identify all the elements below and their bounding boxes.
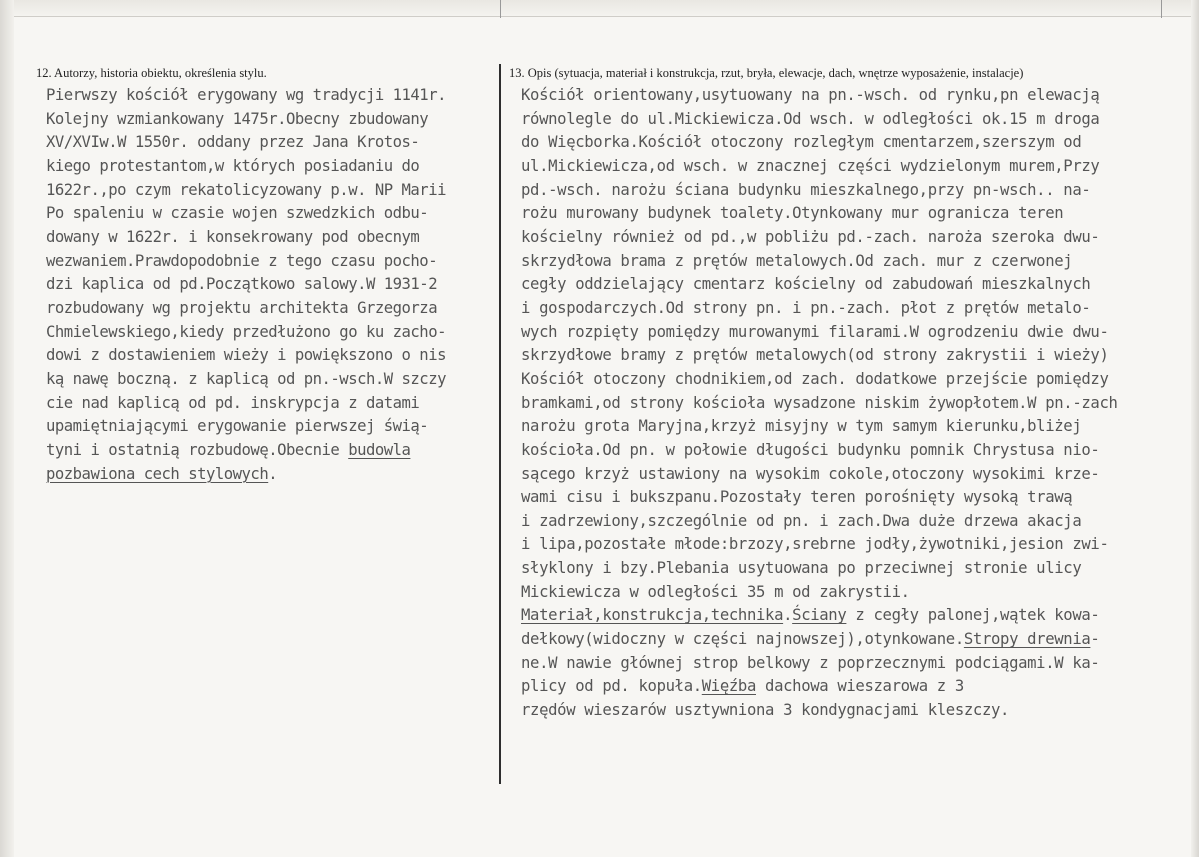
text-segment: i lipa,pozostałe młode:brzozy,srebrne jodły,żywotniki,jesion zwi- [521, 535, 1109, 554]
underlined-phrase: Materiał,konstrukcja,technika [521, 606, 784, 625]
section-12-heading: 12. Autorzy, historia obiektu, określenia stylu. [36, 66, 267, 80]
underlined-phrase: Więźba [701, 677, 756, 696]
text-segment: i gospodarczych.Od strony pn. i pn.-zach. płot z prętów metalo- [521, 298, 1091, 317]
text-line [521, 179, 1193, 203]
text-line [521, 699, 1193, 723]
text-line [521, 368, 1193, 392]
text-line [521, 131, 1193, 155]
text-line [521, 297, 1193, 321]
text-segment: dowi z dostawieniem wieży i powiększono o nis [46, 346, 446, 365]
text-line [521, 463, 1193, 487]
text-segment: ne.W nawie głównej strop belkowy z poprzecznymi podciągami.W ka- [521, 653, 1100, 672]
text-line [46, 273, 501, 297]
text-line [46, 250, 501, 274]
text-segment: - [1090, 630, 1100, 649]
text-line [521, 652, 1193, 676]
text-segment: i zadrzewiony,szczególnie od pn. i zach.Dwa duże drzewa akacja [521, 511, 1082, 530]
text-line [521, 250, 1193, 274]
text-line [46, 344, 501, 368]
text-line [521, 202, 1193, 226]
text-segment: rożu murowany budynek toalety.Otynkowany mur ogranicza teren [521, 204, 1064, 223]
section-13-heading: 13. Opis (sytuacja, materiał i konstrukcja, rzut, bryła, elewacje, dach, wnętrze wyposażenie, instalacje) [509, 66, 1024, 80]
text-segment: z cegły palonej,wątek kowa- [846, 606, 1100, 625]
text-line [521, 486, 1193, 510]
text-segment: równolegle do ul.Mickiewicza.Od wsch. w odległości ok.15 m droga [521, 109, 1100, 128]
text-line [521, 226, 1193, 250]
text-segment: Po spaleniu w czasie wojen szwedzkich odbu- [46, 204, 429, 223]
text-line [521, 510, 1193, 534]
scan-top-edge [0, 0, 1199, 17]
text-line [521, 628, 1193, 652]
text-line [521, 533, 1193, 557]
text-line [46, 108, 501, 132]
text-segment: Kolejny wzmiankowany 1475r.Obecny zbudowany [46, 109, 429, 128]
text-line [46, 179, 501, 203]
text-segment: pd.-wsch. narożu ściana budynku mieszkalnego,przy pn-wsch.. na- [521, 180, 1091, 199]
text-line [46, 297, 501, 321]
text-segment: Chmielewskiego,kiedy przedłużono go ku zacho- [46, 322, 446, 341]
text-segment: narożu grota Maryjna,krzyż misyjny w tym samym kierunku,bliżej [521, 417, 1082, 436]
scan-left-edge [0, 0, 14, 857]
text-line [46, 155, 501, 179]
text-line [521, 439, 1193, 463]
text-segment: . [268, 464, 278, 483]
text-segment: dzi kaplica od pd.Początkowo salowy.W 1931-2 [46, 275, 438, 294]
text-segment: Kościół orientowany,usytuowany na pn.-wsch. od rynku,pn elewacją [521, 86, 1100, 104]
section-13-text [521, 84, 1193, 723]
text-segment: wami cisu i bukszpanu.Pozostały teren porośnięty wysoką trawą [521, 488, 1073, 507]
text-segment: Mickiewicza w odległości 35 m od zakrystii. [521, 582, 910, 601]
text-line [46, 131, 501, 155]
text-segment: wezwaniem.Prawdopodobnie z tego czasu pocho- [46, 251, 438, 270]
text-line [521, 273, 1193, 297]
text-segment: kiego protestantom,w których posiadaniu do [46, 156, 420, 175]
text-line [521, 604, 1193, 628]
text-line [46, 84, 501, 108]
text-line [521, 581, 1193, 605]
text-segment: Pierwszy kościół erygowany wg tradycji 1141r. [46, 86, 446, 104]
text-line [46, 202, 501, 226]
underlined-phrase: pozbawiona cech stylowych [46, 464, 269, 483]
underlined-phrase: Ściany [792, 606, 847, 625]
text-line [46, 392, 501, 416]
text-line [46, 368, 501, 392]
text-segment: rozbudowany wg projektu architekta Grzegorza [46, 298, 438, 317]
text-segment: tyni i ostatnią rozbudowę.Obecnie [46, 440, 349, 459]
fold-mark [1161, 0, 1162, 18]
underlined-phrase: budowla [348, 440, 411, 459]
text-segment: sącego krzyż ustawiony na wysokim cokole,otoczony wysokimi krze- [521, 464, 1100, 483]
text-line [521, 415, 1193, 439]
text-segment: dowany w 1622r. i konsekrowany pod obecnym [46, 227, 420, 246]
text-line [46, 439, 501, 463]
text-segment: kościelny również od pd.,w pobliżu pd.-zach. naroża szeroka dwu- [521, 227, 1100, 246]
text-segment: XV/XVIw.W 1550r. oddany przez Jana Krotos- [46, 133, 420, 152]
text-segment: skrzydłowe bramy z prętów metalowych(od strony zakrystii i wieży) [521, 346, 1109, 365]
text-line [46, 321, 501, 345]
underlined-phrase: Stropy drewnia [963, 630, 1091, 649]
text-line [521, 557, 1193, 581]
text-segment: dełkowy(widoczny w części najnowszej),otynkowane. [521, 630, 964, 649]
text-segment: kościoła.Od pn. w połowie długości budynku pomnik Chrystusa nio- [521, 440, 1100, 459]
text-line [521, 321, 1193, 345]
text-line [521, 155, 1193, 179]
text-segment: bramkami,od strony kościoła wysadzone niskim żywopłotem.W pn.-zach [521, 393, 1118, 412]
text-line [521, 344, 1193, 368]
text-segment: cegły oddzielający cmentarz kościelny od zabudowań mieszkalnych [521, 275, 1091, 294]
section-12-text [46, 84, 501, 486]
text-line [46, 415, 501, 439]
text-line [521, 108, 1193, 132]
text-segment: rzędów wieszarów usztywniona 3 kondygnacjami kleszczy. [521, 701, 1010, 720]
text-segment: skrzydłowa brama z prętów metalowych.Od zach. mur z czerwonej [521, 251, 1073, 270]
text-line [521, 84, 1193, 108]
text-segment: . [783, 606, 793, 625]
text-line [521, 392, 1193, 416]
fold-mark [500, 0, 501, 18]
text-segment: plicy od pd. kopuła. [521, 677, 702, 696]
text-segment: cie nad kaplicą od pd. inskrypcja z datami [46, 393, 420, 412]
text-line [521, 675, 1193, 699]
text-line [46, 463, 501, 487]
text-segment: Kościół otoczony chodnikiem,od zach. dodatkowe przejście pomiędzy [521, 369, 1109, 388]
text-segment: 1622r.,po czym rekatolicyzowany p.w. NP Marii [46, 180, 446, 199]
text-segment: wych rozpięty pomiędzy murowanymi filarami.W ogrodzeniu dwie dwu- [521, 322, 1109, 341]
text-segment: ką nawę boczną. z kaplicą od pn.-wsch.W szczy [46, 369, 446, 388]
text-segment: do Więcborka.Kościół otoczony rozległym cmentarzem,szerszym od [521, 133, 1082, 152]
text-segment: upamiętniającymi erygowanie pierwszej świą- [46, 417, 429, 436]
text-line [46, 226, 501, 250]
text-segment: ul.Mickiewicza,od wsch. w znacznej części wydzielonym murem,Przy [521, 156, 1100, 175]
text-segment: słyklony i bzy.Plebania usytuowana po przeciwnej stronie ulicy [521, 559, 1082, 578]
text-segment: dachowa wieszarowa z 3 [756, 677, 964, 696]
